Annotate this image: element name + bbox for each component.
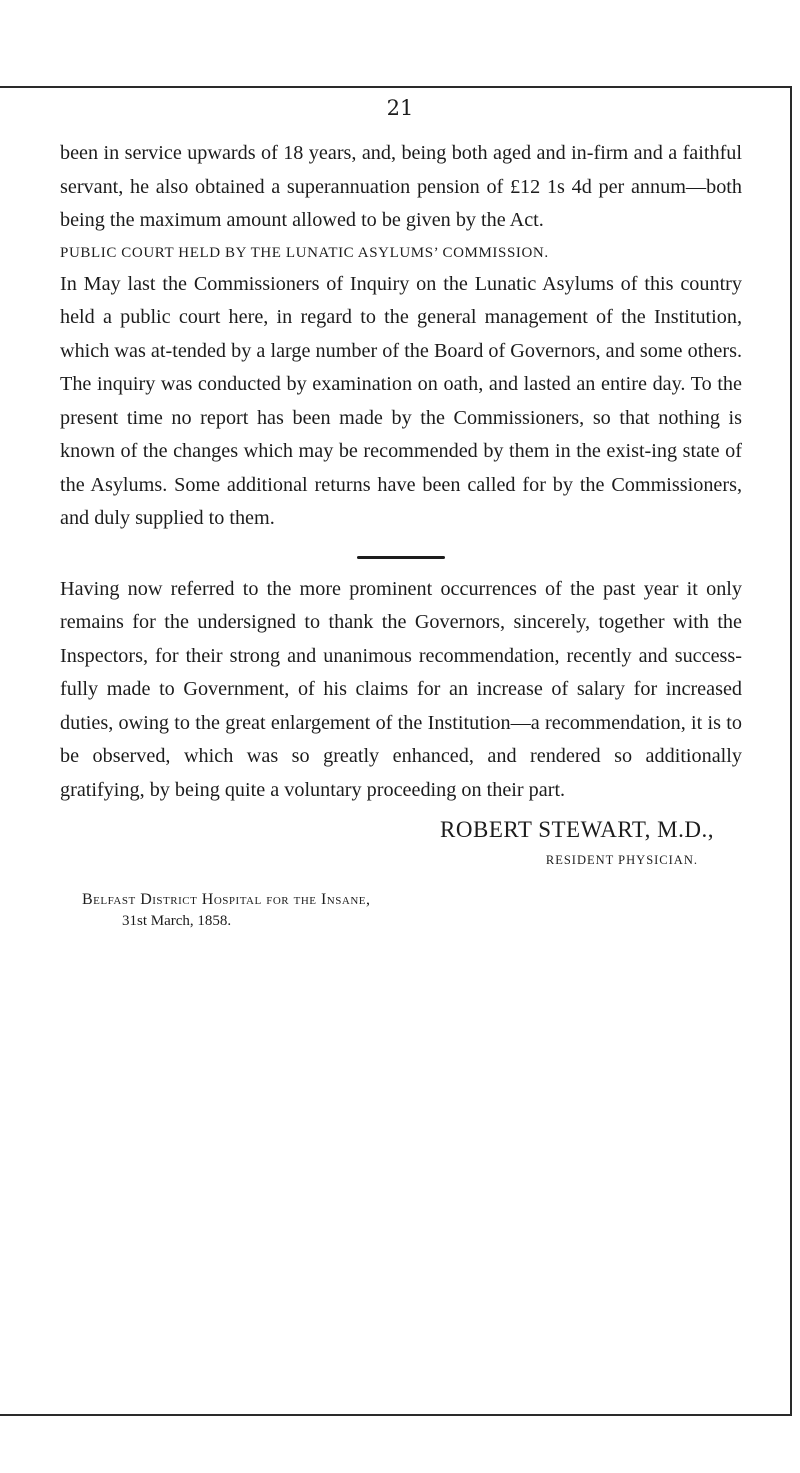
section-divider bbox=[357, 556, 445, 559]
signature-date: 31st March, 1858. bbox=[122, 913, 232, 929]
paragraph-thanks: Having now referred to the more prominent occurrences of the past year it only remains for the undersigned to thank the Governors, sincerely, together with the Inspectors, for their strong and unanimous recommendation, recently and success-fully made to Government, of his claims for an increase of salary for increased duties, owing to the great enlargement of the Institution—a recommendation, it is to be observed, which was so greatly enhanced, and rendered so additionally gratifying, by being quite a voluntary proceeding on their part. bbox=[60, 577, 742, 801]
signature-place: Belfast District Hospital for the Insane, bbox=[82, 891, 371, 908]
page-number: 21 bbox=[386, 96, 414, 120]
paragraph-public-court: In May last the Commissioners of Inquiry on the Lunatic Asylums of this country held a public court here, in regard to the general management of the Institution, which was at-tended by a large number of the Board of Governors, and some others. The inquiry was conducted by examination on oath, and lasted an entire day. To the present time no report has been made by the Commissioners, so that nothing is known of the changes which may be recommended by them in the exist-ing state of the Asylums. Some additional returns have been called for by the Commissioners, and duly supplied to them. bbox=[60, 272, 742, 529]
page-border-right bbox=[790, 86, 792, 1416]
page-border-bottom bbox=[0, 1414, 792, 1416]
document-body bbox=[60, 137, 742, 931]
page-border-top bbox=[0, 86, 790, 88]
section-heading: PUBLIC COURT HELD BY THE LUNATIC ASYLUMS’ COMMISSION. bbox=[60, 244, 549, 261]
signature-title: RESIDENT PHYSICIAN. bbox=[545, 853, 698, 867]
signature-name: ROBERT STEWART, M.D., bbox=[440, 817, 714, 842]
paragraph-service-pension: been in service upwards of 18 years, and, being both aged and in-firm and a faithful servant, he also obtained a superannuation pension of £12 1s 4d per annum—both being the maximum amount allowed to be given by the Act. bbox=[60, 142, 742, 231]
